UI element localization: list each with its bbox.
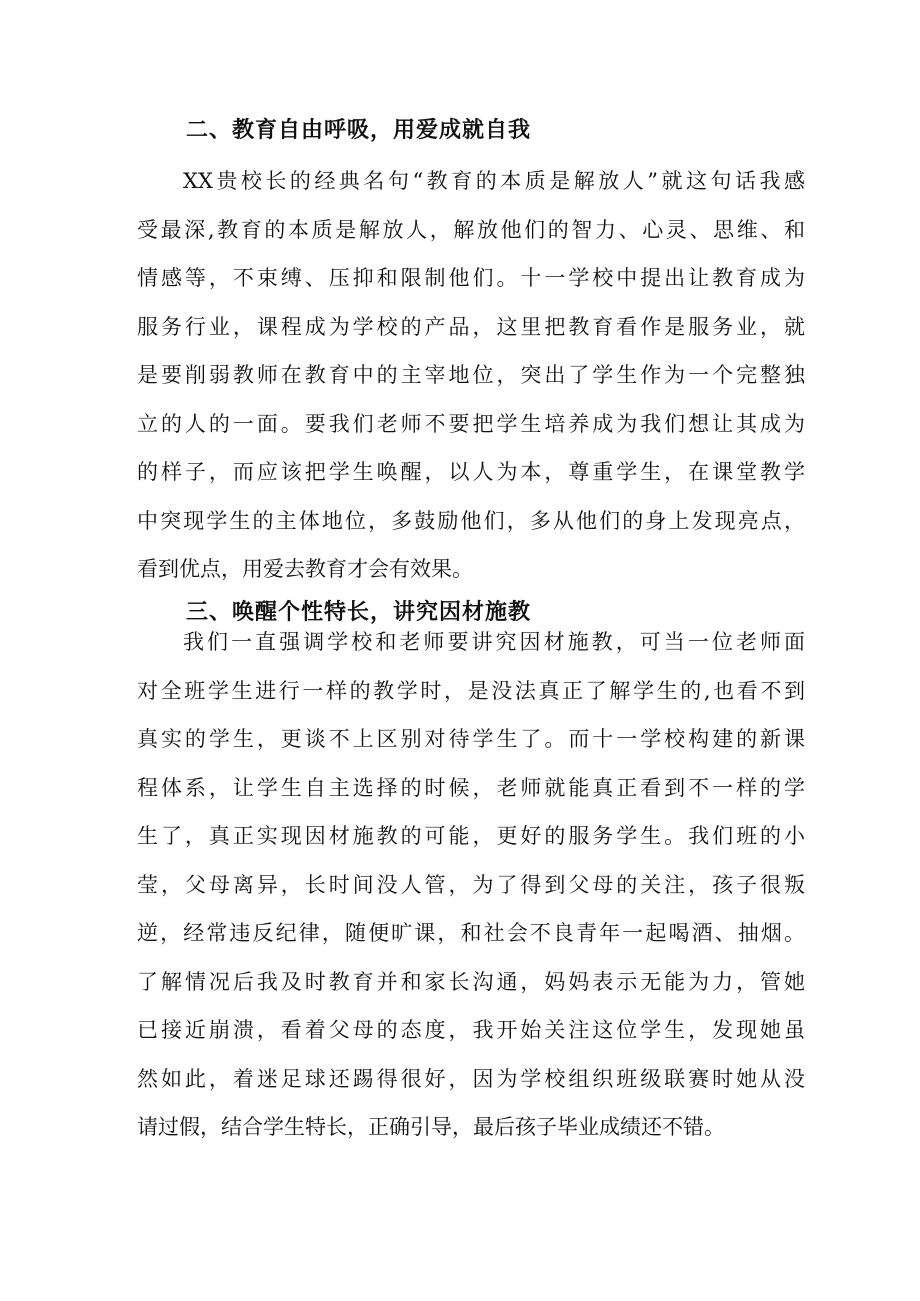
paragraph-line: 看到优点，用爱去教育才会有效果。	[137, 557, 473, 581]
section-2-heading: 二、教育自由呼吸，用爱成就自我	[186, 118, 532, 143]
paragraph-line: 生了，真正实现因材施教的可能，更好的服务学生。我们班的小	[137, 824, 805, 848]
paragraph-line: 立的人的一面。要我们老师不要把学生培养成为我们想让其成为	[137, 411, 805, 436]
paragraph-line: 程体系，让学生自主选择的时候，老师就能真正看到不一样的学	[137, 775, 805, 800]
paragraph-line: 是要削弱教师在教育中的主宰地位，突出了学生作为一个完整独	[137, 363, 805, 387]
paragraph-line: 已接近崩溃，看着父母的态度，我开始关注这位学生，发现她虽	[137, 1018, 805, 1042]
paragraph-line: 真实的学生，更谈不上区别对待学生了。而十一学校构建的新课	[137, 727, 805, 751]
paragraph-line: 请过假，结合学生特长，正确引导，最后孩子毕业成绩还不错。	[137, 1115, 725, 1139]
paragraph-line: 莹，父母离异，长时间没人管，为了得到父母的关注，孩子很叛	[137, 872, 805, 897]
paragraph-line: 对全班学生进行一样的教学时，是没法真正了解学生的,也看不到	[137, 678, 805, 703]
paragraph-line: 的样子，而应该把学生唤醒，以人为本，尊重学生，在课堂教学	[137, 460, 805, 484]
paragraph-line: 逆，经常违反纪律，随便旷课，和社会不良青年一起喝酒、抽烟。	[137, 921, 805, 945]
paragraph-line: 服务行业，课程成为学校的产品，这里把教育看作是服务业，就	[137, 314, 805, 339]
paragraph-line: 我们一直强调学校和老师要讲究因材施教，可当一位老师面	[183, 630, 805, 654]
paragraph-line: 然如此，着迷足球还踢得很好，因为学校组织班级联赛时她从没	[137, 1066, 805, 1091]
section-3-paragraph	[137, 618, 805, 1152]
section-3-heading: 三、唤醒个性特长，讲究因材施教	[186, 600, 532, 625]
paragraph-line: 受最深,教育的本质是解放人，解放他们的智力、心灵、思维、和	[137, 217, 805, 242]
paragraph-line: 中突现学生的主体地位，多鼓励他们，多从他们的身上发现亮点，	[137, 508, 805, 533]
paragraph-line: XX贵校长的经典名句“教育的本质是解放人”就这句话我感	[183, 169, 805, 193]
paragraph-line: 了解情况后我及时教育并和家长沟通，妈妈表示无能为力，管她	[137, 969, 805, 994]
section-2-paragraph	[137, 157, 805, 594]
paragraph-line: 情感等，不束缚、压抑和限制他们。十一学校中提出让教育成为	[137, 266, 805, 290]
